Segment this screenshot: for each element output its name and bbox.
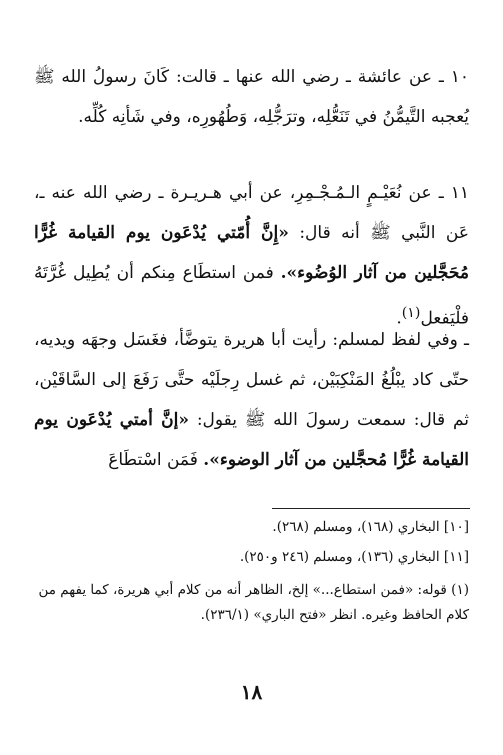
muslim-variant-end: فَمَن اسْتطَاعَ bbox=[108, 450, 204, 470]
hadith-11-intro: ١١ ـ عن نُعَيْـمٍ الـمُـجْـمِرِ، عن أبي هـريـرة ـ رضي الله عنه ـ، عَن النَّبي ﷺ أنه قال: bbox=[34, 183, 469, 243]
footnote-ref-1: (١) bbox=[401, 305, 421, 321]
hadith-10-text: ١٠ ـ عن عائشة ـ رضي الله عنها ـ قالت: كَانَ رسولُ الله ﷺ يُعجبه التَّيمُّنُ في تَنَعُّلِه، وترَجُّلِه، وَطُهُورِه، وفي شَأنِه كُلِّه. bbox=[34, 67, 469, 127]
footnote-separator bbox=[272, 508, 470, 509]
hadith-10 bbox=[34, 57, 469, 137]
hadith-11 bbox=[34, 173, 469, 339]
footnote-source-10: [١٠] البخاري (١٦٨)، ومسلم (٢٦٨). bbox=[272, 519, 469, 535]
muslim-variant-quote: «إنَّ أمتي يُدْعَون يوم القيامة غُرًّا مُحجَّلين من آثار الوضوء». bbox=[34, 410, 469, 470]
hadith-11-continuation: فمن استطَاع مِنكم أن يُطِيل غُرَّتَهُ فلْيَفعل bbox=[34, 263, 469, 329]
hadith-11-quote: «إِنَّ أُمّتي يُدْعَون يوم القيامة غُرًّا مُحَجَّلين من آثار الوُضُوء». bbox=[34, 223, 469, 283]
page-number: ١٨ bbox=[240, 680, 263, 704]
footnote-1: (١) قوله: «فمن استطاع...» إلخ، الظاهر أنه من كلام أبي هريرة، كما يفهم من كلام الحافظ وغيره. انظر «فتح الباري» (٢٣٦/١). bbox=[38, 582, 469, 623]
footnote-source-11: [١١] البخاري (١٣٦)، ومسلم (٢٤٦ و٢٥٠). bbox=[239, 549, 469, 565]
hadith-11-end: . bbox=[396, 308, 402, 329]
muslim-variant-intro: ـ وفي لفظ لمسلم: رأيت أبا هريرة يتوضَّأ، فغَسَل وجهَه ويديه، حتّى كاد يبْلُغُ المَنْكِبَيْن، ثم غسل رِجلَيْه حتَّى رَفَعَ إلى السَّاقَيْن، ثم قال: سمعت رسولَ الله ﷺ يقول: bbox=[34, 330, 469, 430]
muslim-variant bbox=[34, 320, 469, 480]
